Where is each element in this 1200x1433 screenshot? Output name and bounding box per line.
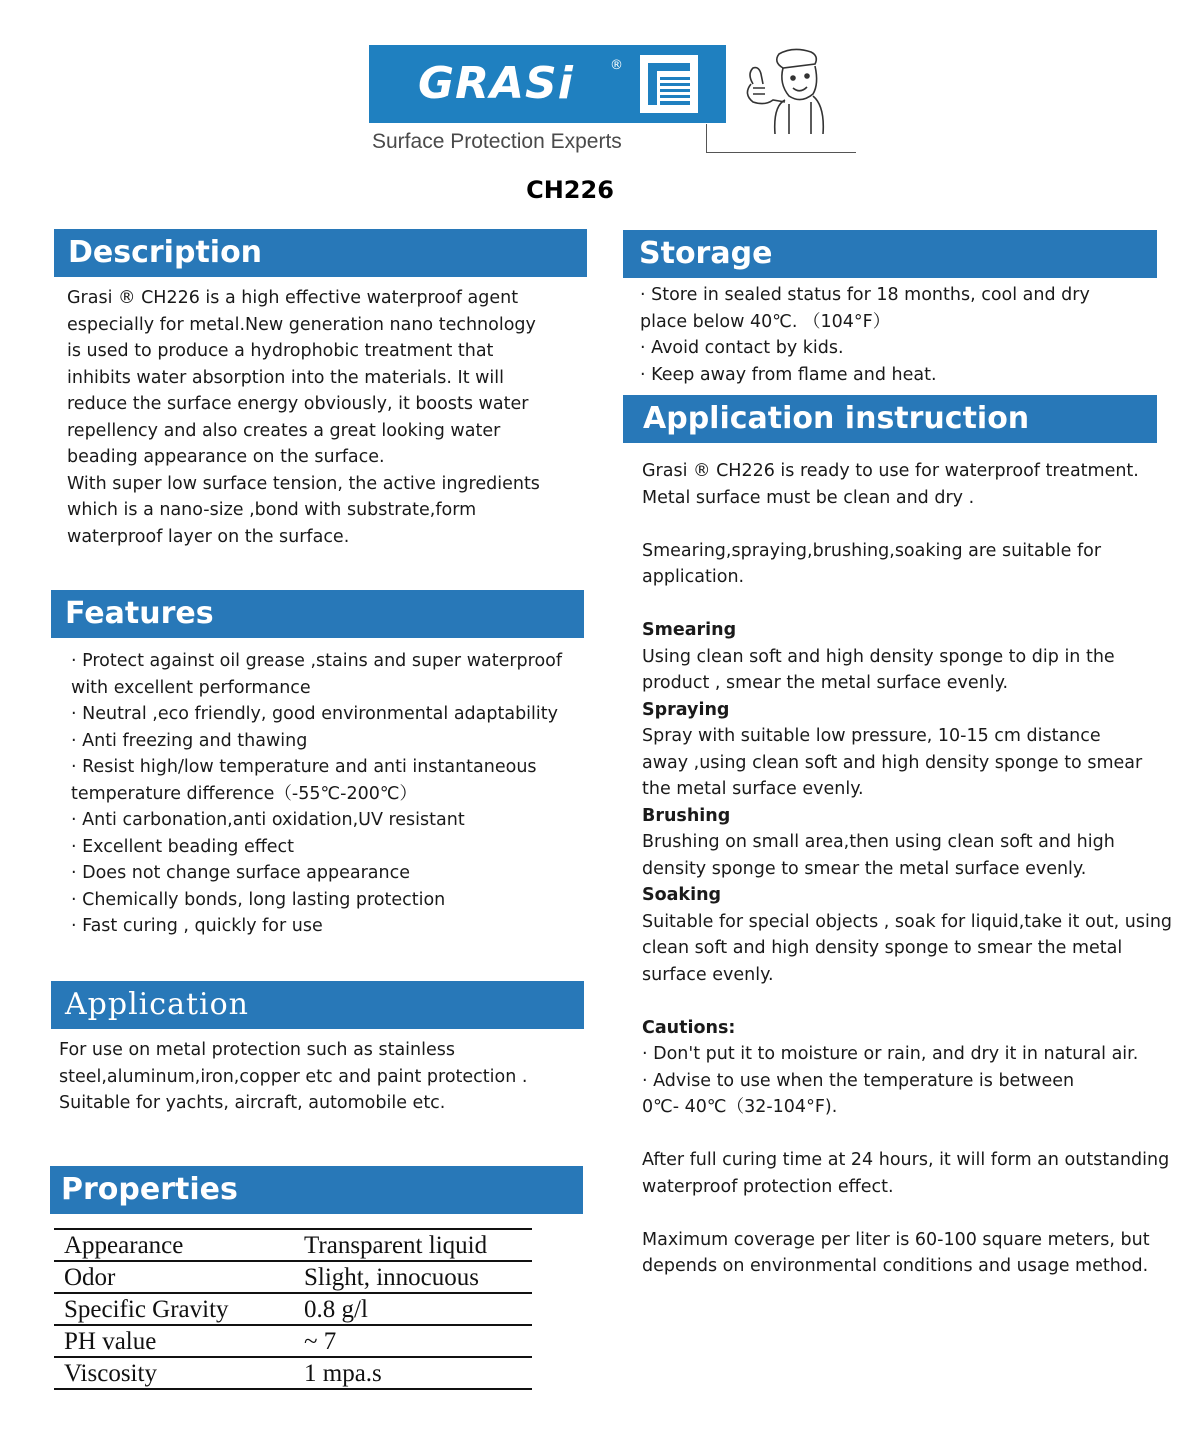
caution-item: 0℃- 40℃（32-104°F). [642, 1097, 838, 1117]
table-row [54, 1261, 532, 1293]
description-line: especially for metal.New generation nano technology [67, 314, 536, 335]
instruction-line: depends on environmental conditions and usage method. [642, 1256, 1149, 1276]
instruction-line: Brushing on small area,then using clean soft and high [642, 832, 1115, 852]
features-list [71, 648, 562, 940]
instruction-line: away ,using clean soft and high density sponge to smear [642, 752, 1143, 773]
table-row [54, 1229, 532, 1261]
feature-item: with excellent performance [71, 677, 311, 698]
feature-item: · Fast curing , quickly for use [71, 916, 323, 936]
instruction-line: Metal surface must be clean and dry . [642, 487, 975, 508]
storage-heading: Storage [623, 230, 1157, 278]
logo-tagline: Surface Protection Experts [372, 130, 622, 153]
caution-item: · Advise to use when the temperature is between [642, 1070, 1075, 1091]
description-line: beading appearance on the surface. [67, 447, 385, 467]
registered-mark: ® [610, 58, 623, 73]
instruction-line: waterproof protection effect. [642, 1176, 894, 1197]
mascot-worker-icon [733, 44, 829, 136]
feature-item: · Anti freezing and thawing [71, 730, 308, 751]
application-line: Suitable for yachts, aircraft, automobile etc. [59, 1093, 446, 1113]
application-body [59, 1037, 527, 1117]
instruction-line: product , smear the metal surface evenly. [642, 673, 1009, 693]
description-line: Grasi ® CH226 is a high effective waterproof agent [67, 288, 519, 308]
instruction-line: clean soft and high density sponge to smear the metal [642, 938, 1123, 958]
description-line: is used to produce a hydrophobic treatment that [67, 341, 494, 361]
table-row [54, 1293, 532, 1325]
instruction-line: Maximum coverage per liter is 60-100 square meters, but [642, 1229, 1150, 1250]
soaking-title: Soaking [642, 885, 722, 905]
storage-line: · Avoid contact by kids. [640, 338, 844, 358]
property-name: Specific Gravity [54, 1293, 294, 1325]
logo-underline [706, 152, 856, 153]
table-row [54, 1357, 532, 1389]
brand-logo-text: GRASi [418, 58, 574, 109]
instruction-line: Grasi ® CH226 is ready to use for waterproof treatment. [642, 461, 1139, 481]
property-value: Transparent liquid [294, 1229, 532, 1261]
features-heading: Features [51, 590, 584, 638]
property-name: Viscosity [54, 1357, 294, 1389]
instruction-line: After full curing time at 24 hours, it will form an outstanding [642, 1150, 1170, 1170]
storage-body [640, 282, 1090, 388]
table-row [54, 1325, 532, 1357]
document-title: CH226 [526, 176, 614, 204]
spraying-title: Spraying [642, 699, 730, 720]
storage-line: place below 40℃. （104°F） [640, 311, 891, 332]
description-line: which is a nano-size ,bond with substrate,form [67, 500, 477, 520]
caution-item: · Don't put it to moisture or rain, and dry it in natural air. [642, 1044, 1139, 1064]
description-line: repellency and also creates a great looking water [67, 420, 501, 441]
property-name: Appearance [54, 1229, 294, 1261]
instruction-line: application. [642, 567, 745, 587]
instruction-line: surface evenly. [642, 964, 774, 985]
instruction-heading: Application instruction [623, 395, 1157, 443]
description-line: waterproof layer on the surface. [67, 526, 350, 547]
storage-line: · Keep away from flame and heat. [640, 364, 937, 385]
application-heading: Application [51, 981, 584, 1029]
property-value: ~ 7 [294, 1325, 532, 1357]
feature-item: · Protect against oil grease ,stains and super waterproof [71, 651, 563, 671]
brushing-title: Brushing [642, 805, 731, 826]
description-line: reduce the surface energy obviously, it boosts water [67, 394, 529, 414]
description-heading: Description [54, 229, 587, 277]
feature-item: · Anti carbonation,anti oxidation,UV resistant [71, 810, 465, 830]
feature-item: · Does not change surface appearance [71, 863, 411, 883]
instruction-line: density sponge to smear the metal surface evenly. [642, 858, 1087, 879]
feature-item: · Resist high/low temperature and anti instantaneous [71, 757, 537, 777]
description-body [67, 285, 540, 550]
description-line: With super low surface tension, the active ingredients [67, 473, 540, 494]
cautions-title: Cautions: [642, 1017, 736, 1038]
instruction-line: Smearing,spraying,brushing,soaking are suitable for [642, 540, 1102, 561]
instruction-line: Spray with suitable low pressure, 10-15 cm distance [642, 726, 1101, 746]
feature-item: · Excellent beading effect [71, 836, 295, 857]
instruction-body [642, 458, 1192, 1280]
feature-item: · Neutral ,eco friendly, good environmental adaptability [71, 704, 558, 724]
application-line: steel,aluminum,iron,copper etc and paint protection . [59, 1066, 528, 1087]
properties-table [54, 1228, 532, 1390]
feature-item: temperature difference（-55℃-200℃） [71, 783, 418, 804]
property-value: 1 mpa.s [294, 1357, 532, 1389]
logo-divider [706, 124, 707, 153]
instruction-line: Suitable for special objects , soak for liquid,take it out, using [642, 911, 1173, 932]
property-name: PH value [54, 1325, 294, 1357]
property-name: Odor [54, 1261, 294, 1293]
property-value: Slight, innocuous [294, 1261, 532, 1293]
description-line: inhibits water absorption into the materials. It will [67, 367, 505, 388]
smearing-title: Smearing [642, 620, 737, 640]
instruction-line: the metal surface evenly. [642, 779, 864, 799]
property-value: 0.8 g/l [294, 1293, 532, 1325]
storage-line: · Store in sealed status for 18 months, cool and dry [640, 285, 1090, 305]
g-logo-icon [640, 55, 698, 113]
instruction-line: Using clean soft and high density sponge to dip in the [642, 646, 1115, 667]
properties-heading: Properties [50, 1166, 583, 1214]
application-line: For use on metal protection such as stainless [59, 1040, 455, 1060]
feature-item: · Chemically bonds, long lasting protection [71, 889, 446, 910]
